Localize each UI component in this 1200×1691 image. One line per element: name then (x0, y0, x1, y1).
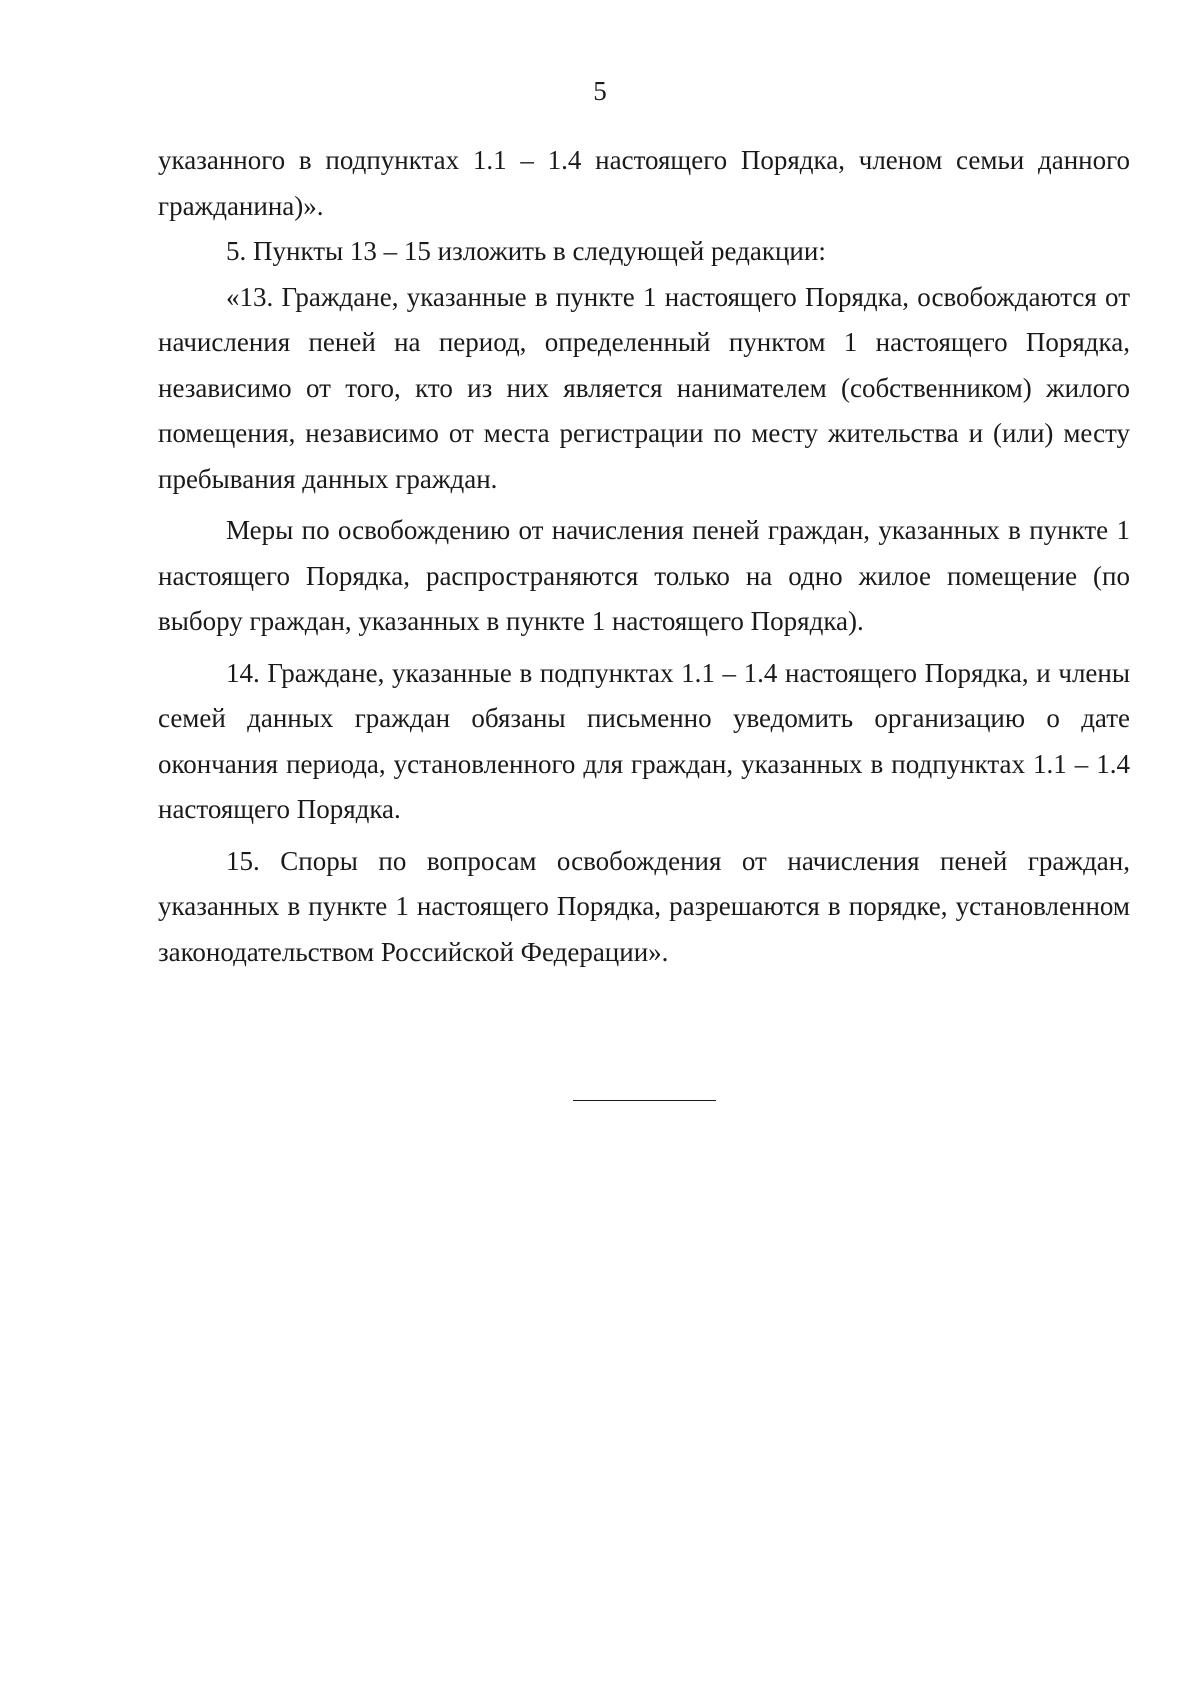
end-separator-line (573, 1100, 716, 1101)
paragraph-point-15: 15. Споры по вопросам освобождения от начисления пеней граждан, указанных в пункте 1 настоящего Порядка, разрешаются в порядке, установленном законодательством Российской Федерации». (158, 845, 1130, 967)
page-number: 5 (593, 76, 607, 106)
paragraph-point-13: «13. Граждане, указанные в пункте 1 настоящего Порядка, освобождаются от начисления пеней на период, определенный пунктом 1 настоящего Порядка, независимо от того, кто из них является нанимателем (собственником) жилого помещения, независимо от места регистрации по месту жительства и (или) месту пребывания данных граждан. (158, 281, 1130, 494)
paragraph-item-5: 5. Пункты 13 – 15 изложить в следующей редакции: (226, 236, 826, 266)
paragraph-point-14: 14. Граждане, указанные в подпунктах 1.1 – 1.4 настоящего Порядка, и члены семей данных граждан обязаны письменно уведомить организацию о дате окончания периода, установленного для граждан, указанных в подпунктах 1.1 – 1.4 настоящего Порядка. (158, 657, 1130, 824)
paragraph-point-13-measures: Меры по освобождению от начисления пеней граждан, указанных в пункте 1 настоящего Порядка, распространяются только на одно жилое помещение (по выбору граждан, указанных в пункте 1 настоящего Порядка). (158, 515, 1130, 636)
document-body (158, 138, 1130, 975)
paragraph-continuation: указанного в подпунктах 1.1 – 1.4 настоящего Порядка, членом семьи данного гражданина)». (158, 145, 1130, 221)
